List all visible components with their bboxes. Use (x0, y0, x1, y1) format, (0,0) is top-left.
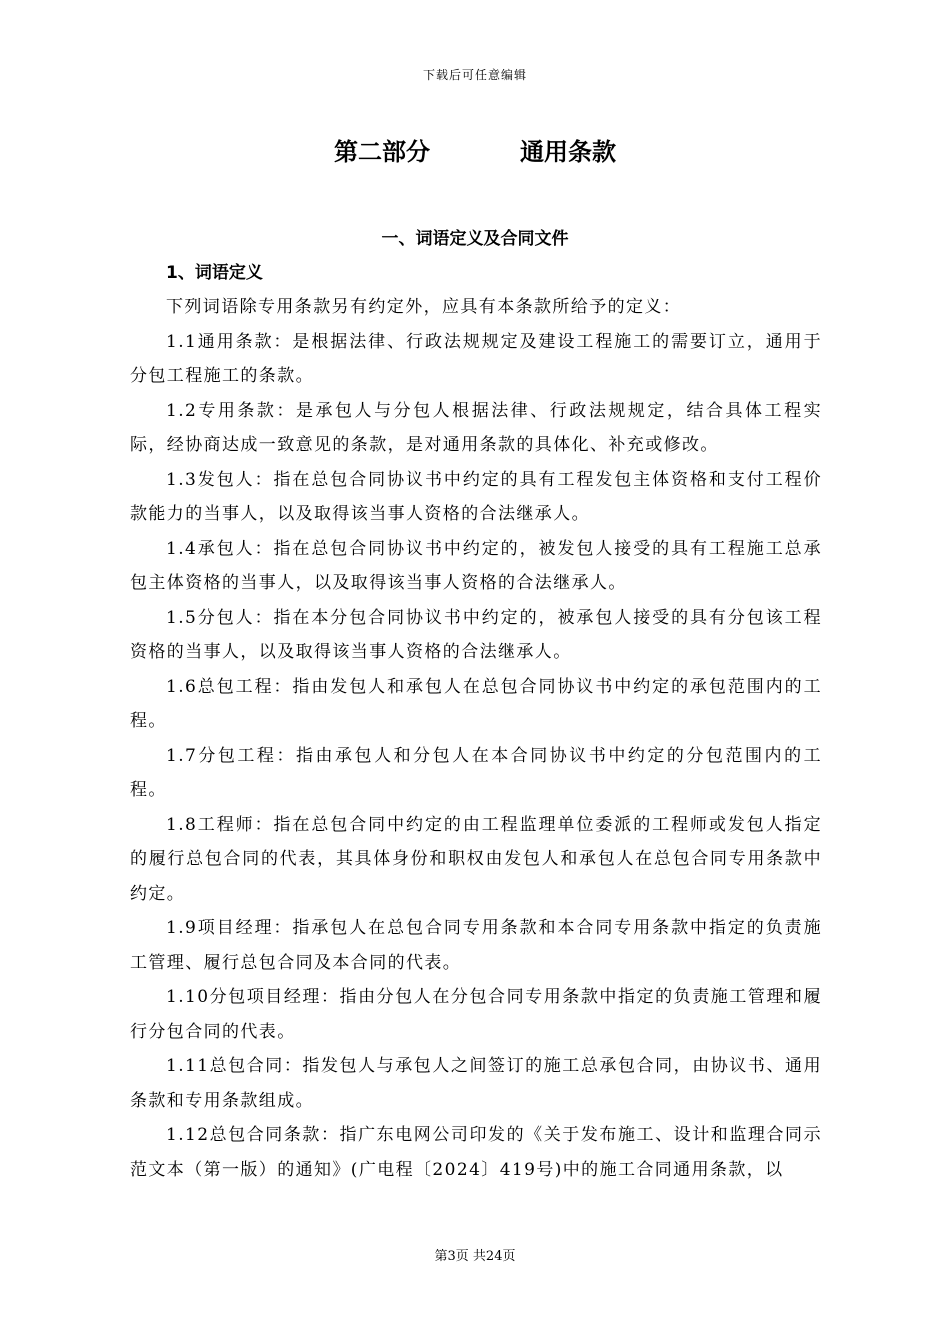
header-note: 下载后可任意编辑 (422, 68, 527, 82)
paragraph-1-1: 1.1通用条款：是根据法律、行政法规规定及建设工程施工的需要订立，通用于分包工程施工的条款。 (130, 331, 822, 386)
paragraph-1-10: 1.10分包项目经理：指由分包人在分包合同专用条款中指定的负责施工管理和履行分包合同的代表。 (130, 987, 822, 1042)
part-title (0, 132, 950, 167)
section-title: 1、词语定义 (166, 263, 263, 283)
paragraph-1-7: 1.7分包工程：指由承包人和分包人在本合同协议书中约定的分包范围内的工程。 (130, 745, 822, 800)
paragraph-1-5: 1.5分包人：指在本分包合同协议书中约定的，被承包人接受的具有分包该工程资格的当事人，以及取得该当事人资格的合法继承人。 (130, 607, 822, 662)
paragraph-1-8: 1.8工程师：指在总包合同中约定的由工程监理单位委派的工程师或发包人指定的履行总包合同的代表，其具体身份和职权由发包人和承包人在总包合同专用条款中约定。 (130, 814, 822, 904)
paragraph-1-6: 1.6总包工程：指由发包人和承包人在总包合同协议书中约定的承包范围内的工程。 (130, 676, 822, 731)
paragraph-1-11: 1.11总包合同：指发包人与承包人之间签订的施工总承包合同，由协议书、通用条款和专用条款组成。 (130, 1056, 822, 1111)
paragraph-1-9: 1.9项目经理：指承包人在总包合同专用条款和本合同专用条款中指定的负责施工管理、履行总包合同及本合同的代表。 (130, 918, 822, 973)
paragraph-1-12: 1.12总包合同条款：指广东电网公司印发的《关于发布施工、设计和监理合同示范文本（第一版）的通知》(广电程〔2024〕419号)中的施工合同通用条款，以 (130, 1125, 822, 1180)
paragraph-1-4: 1.4承包人：指在总包合同协议书中约定的，被发包人接受的具有工程施工总承包主体资格的当事人，以及取得该当事人资格的合法继承人。 (130, 538, 822, 593)
paragraph-1-3: 1.3发包人：指在总包合同协议书中约定的具有工程发包主体资格和支付工程价款能力的当事人，以及取得该当事人资格的合法继承人。 (130, 469, 822, 524)
part-title-number: 第二部分 (334, 138, 430, 166)
paragraph-intro: 下列词语除专用条款另有约定外，应具有本条款所给予的定义： (166, 297, 682, 317)
page-footer: 第3页 共24页 (434, 1249, 516, 1264)
body-text (130, 290, 822, 1187)
part-title-name: 通用条款 (520, 138, 616, 166)
paragraph-1-2: 1.2专用条款：是承包人与分包人根据法律、行政法规规定，结合具体工程实际，经协商达成一致意见的条款，是对通用条款的具体化、补充或修改。 (130, 400, 822, 455)
chapter-title: 一、词语定义及合同文件 (381, 229, 569, 249)
